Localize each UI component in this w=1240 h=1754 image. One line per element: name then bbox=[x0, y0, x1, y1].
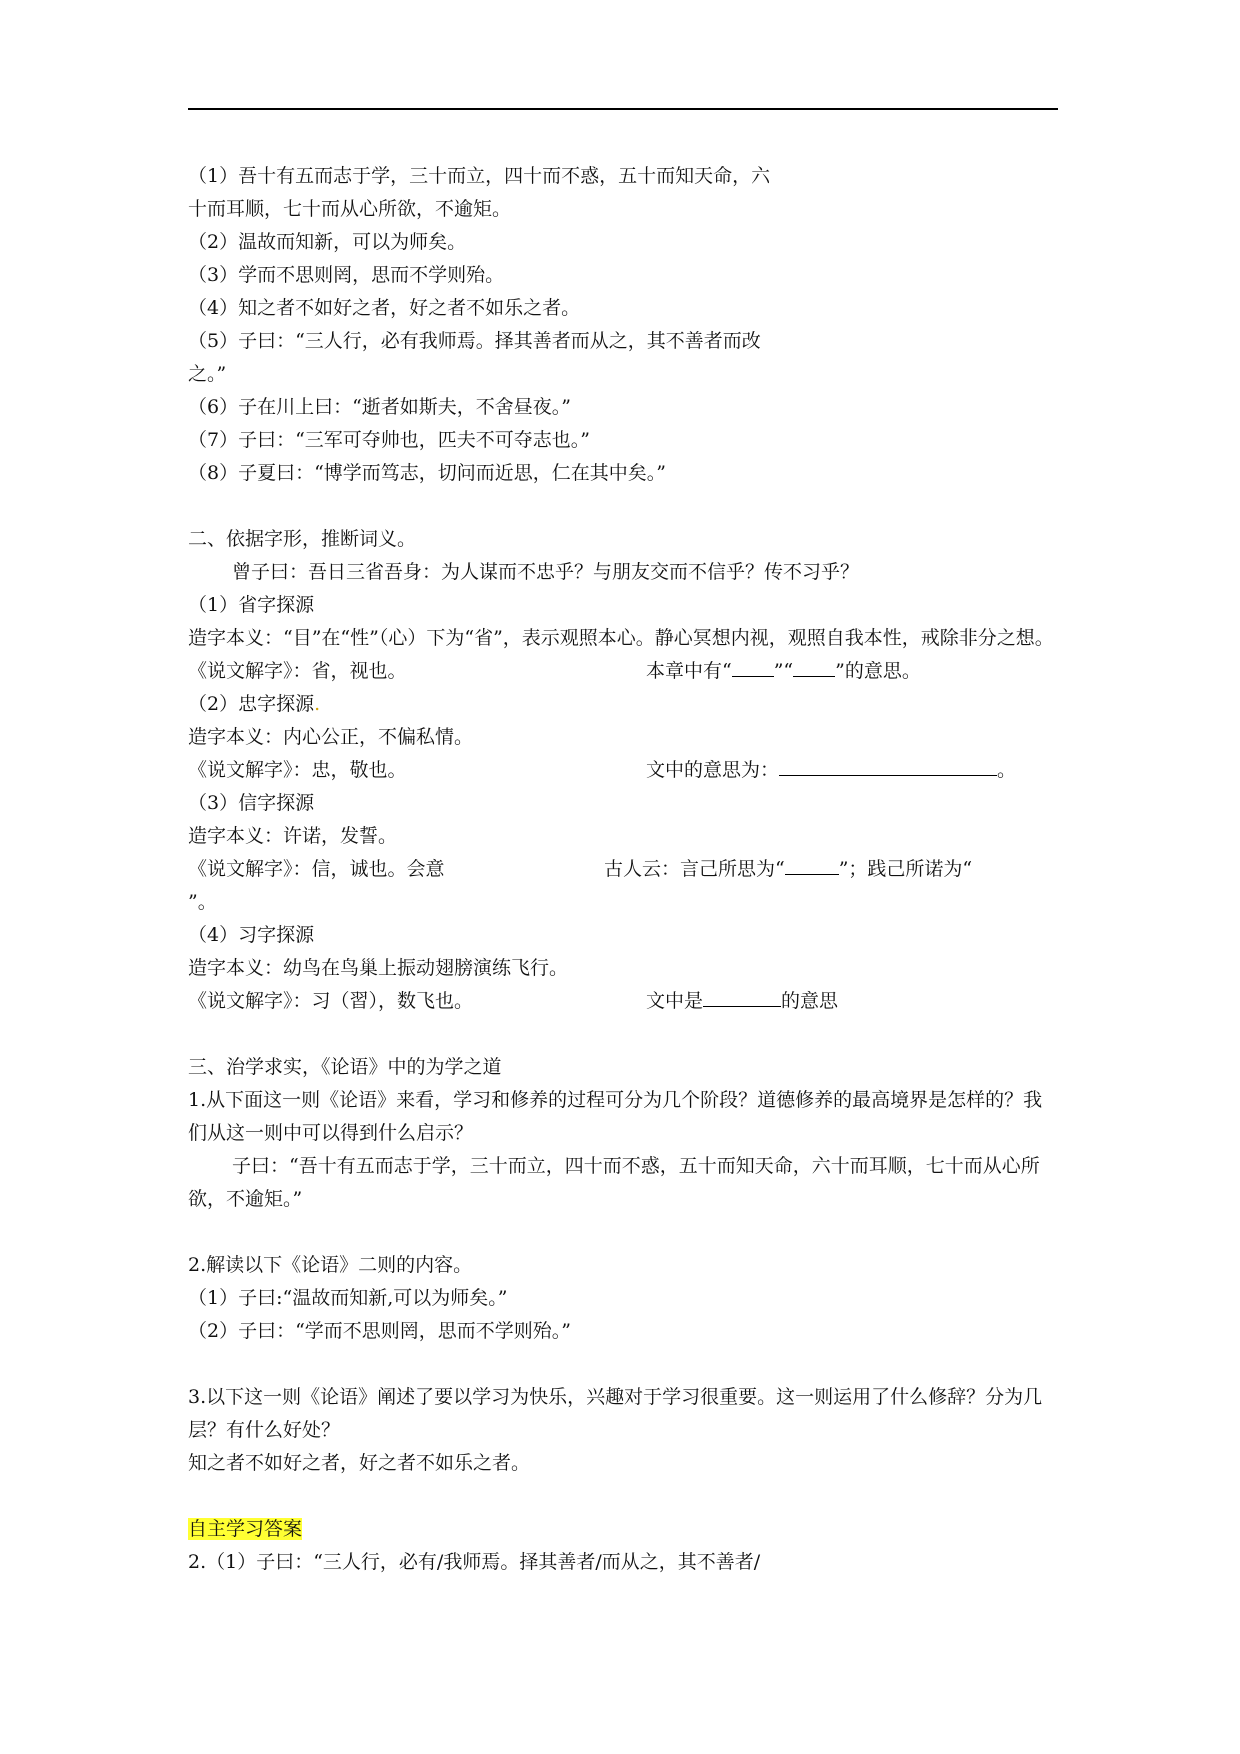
xi-question: 文中是 的意思 bbox=[646, 985, 838, 1018]
fill-blank[interactable] bbox=[703, 986, 781, 1007]
spacer bbox=[188, 1018, 1058, 1051]
zhong-shuowen-row bbox=[188, 754, 1058, 787]
section3 bbox=[188, 1051, 1058, 1480]
xin-question-end: ”。 bbox=[188, 891, 217, 913]
highlight: 自主学习答案 bbox=[188, 1518, 303, 1540]
xi-heading: （4）习字探源 bbox=[188, 924, 315, 946]
question-2-a: （1）子曰:“温故而知新,可以为师矣。” bbox=[188, 1287, 508, 1309]
question-3-quote: 知之者不如好之者，好之者不如乐之者。 bbox=[188, 1452, 531, 1474]
marker-dot: . bbox=[314, 693, 321, 715]
list-item: （2）温故而知新，可以为师矣。 bbox=[188, 231, 467, 253]
list-item: 之。” bbox=[188, 363, 227, 385]
spacer bbox=[188, 1480, 1058, 1513]
list-item: （6）子在川上曰：“逝者如斯夫，不舍昼夜。” bbox=[188, 396, 572, 418]
sheng-question: 本章中有“ ”“ ”的意思。 bbox=[646, 655, 921, 688]
zhong-shuowen: 《说文解字》：忠，敬也。 bbox=[188, 759, 407, 781]
zhong-origin: 造字本义：内心公正，不偏私情。 bbox=[188, 726, 474, 748]
sheng-shuowen-row bbox=[188, 655, 1058, 688]
section1-list bbox=[188, 160, 1058, 490]
spacer bbox=[188, 490, 1058, 523]
question-2: 2.解读以下《论语》二则的内容。 bbox=[188, 1254, 473, 1276]
question-1: 1.从下面这一则《论语》来看，学习和修养的过程可分为几个阶段？道德修养的最高境界是怎样的？我们从这一则中可以得到什么启示？ bbox=[188, 1089, 1043, 1144]
fill-blank[interactable] bbox=[779, 755, 997, 776]
section2 bbox=[188, 523, 1058, 1018]
xin-origin: 造字本义：许诺，发誓。 bbox=[188, 825, 398, 847]
document-body bbox=[188, 160, 1058, 1579]
answers-title bbox=[188, 1513, 1058, 1546]
question-2-b: （2）子曰：“学而不思则罔，思而不学则殆。” bbox=[188, 1320, 572, 1342]
list-item: （7）子曰：“三军可夺帅也，匹夫不可夺志也。” bbox=[188, 429, 591, 451]
xin-question: 古人云：言己所思为“ ”；践己所诺为“ bbox=[604, 853, 972, 886]
xi-shuowen: 《说文解字》：习（習），数飞也。 bbox=[188, 990, 474, 1012]
xin-shuowen: 《说文解字》：信，诚也。会意 bbox=[188, 858, 445, 880]
list-item: （3）学而不思则罔，思而不学则殆。 bbox=[188, 264, 505, 286]
fill-blank[interactable] bbox=[732, 656, 774, 677]
spacer bbox=[188, 1348, 1058, 1381]
list-item: （4）知之者不如好之者，好之者不如乐之者。 bbox=[188, 297, 581, 319]
answers-section bbox=[188, 1513, 1058, 1579]
list-item: （1）吾十有五而志于学，三十而立，四十而不惑，五十而知天命，六 bbox=[188, 165, 771, 187]
zhong-heading: （2）忠字探源. bbox=[188, 693, 321, 715]
section3-title: 三、治学求实，《论语》中的为学之道 bbox=[188, 1056, 502, 1078]
sheng-heading: （1）省字探源 bbox=[188, 594, 315, 616]
section2-quote: 曾子曰：吾日三省吾身：为人谋而不忠乎？与朋友交而不信乎？传不习乎？ bbox=[232, 561, 860, 583]
spacer bbox=[188, 1216, 1058, 1249]
question-3: 3.以下这一则《论语》阐述了要以学习为快乐，兴趣对于学习很重要。这一则运用了什么修辞？分为几层？有什么好处？ bbox=[188, 1386, 1043, 1441]
xin-shuowen-row bbox=[188, 853, 1058, 886]
list-item: （8）子夏曰：“博学而笃志，切问而近思，仁在其中矣。” bbox=[188, 462, 667, 484]
fill-blank[interactable] bbox=[793, 656, 835, 677]
xi-origin: 造字本义：幼鸟在鸟巢上振动翅膀演练飞行。 bbox=[188, 957, 569, 979]
answer-line: 2.（1）子曰：“三人行，必有/我师焉。择其善者/而从之，其不善者/ bbox=[188, 1551, 761, 1573]
header-rule bbox=[188, 108, 1058, 110]
list-item: 十而耳顺，七十而从心所欲，不逾矩。 bbox=[188, 198, 512, 220]
sheng-origin: 造字本义：“目”在“性”（心）下为“省”，表示观照本心。静心冥想内视，观照自我本性，戒除非分之想。 bbox=[188, 627, 1054, 649]
sheng-shuowen: 《说文解字》：省，视也。 bbox=[188, 660, 407, 682]
section2-title: 二、依据字形，推断词义。 bbox=[188, 528, 417, 550]
zhong-question: 文中的意思为： 。 bbox=[646, 754, 1016, 787]
list-item: （5）子曰：“三人行，必有我师焉。择其善者而从之，其不善者而改 bbox=[188, 330, 761, 352]
xin-heading: （3）信字探源 bbox=[188, 792, 315, 814]
xi-shuowen-row bbox=[188, 985, 1058, 1018]
fill-blank[interactable] bbox=[785, 854, 839, 875]
question-1-quote: 子曰：“吾十有五而志于学，三十而立，四十而不惑，五十而知天命，六十而耳顺，七十而从心所欲，不逾矩。” bbox=[188, 1155, 1040, 1210]
